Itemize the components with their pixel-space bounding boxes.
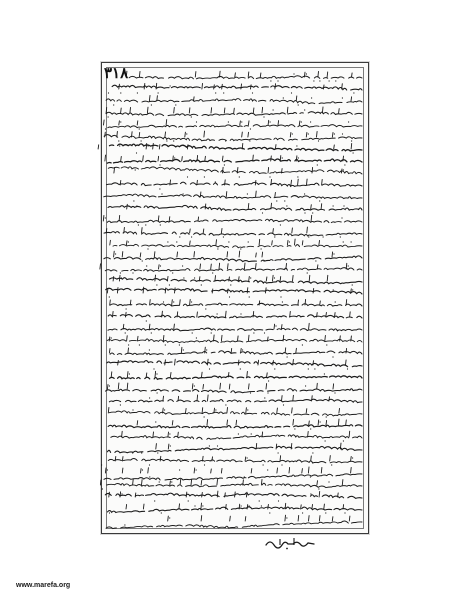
manuscript-line — [108, 167, 362, 178]
manuscript-line — [104, 227, 362, 237]
manuscript-line — [108, 503, 362, 514]
manuscript-line — [109, 347, 362, 357]
manuscript-line — [108, 311, 362, 321]
manuscript-line — [108, 407, 362, 417]
page-number: ۳۱۸ — [104, 64, 129, 82]
manuscript-line — [101, 491, 362, 502]
manuscript-line — [108, 419, 362, 430]
manuscript-line — [108, 431, 362, 441]
manuscript-line — [109, 395, 362, 406]
manuscript-line — [104, 467, 362, 480]
manuscript-line — [110, 299, 362, 309]
manuscript-line — [110, 371, 363, 381]
manuscript-line — [98, 143, 362, 153]
manuscript-line — [103, 215, 362, 225]
manuscript-line — [126, 71, 362, 81]
manuscript-line — [108, 203, 362, 213]
manuscript-line — [106, 287, 362, 297]
manuscript-line — [101, 191, 362, 201]
manuscript-line — [100, 263, 362, 274]
manuscript-line — [109, 275, 362, 286]
manuscript-line — [107, 335, 362, 346]
catchword — [260, 534, 320, 552]
manuscript-line — [108, 323, 362, 333]
manuscript-line — [100, 479, 362, 489]
manuscript-line — [106, 383, 362, 394]
manuscript-line — [107, 359, 362, 369]
manuscript-line — [103, 179, 362, 189]
manuscript-line — [103, 107, 362, 118]
manuscript-line — [108, 443, 362, 454]
manuscript-line — [109, 239, 362, 249]
manuscript-line — [105, 155, 362, 165]
manuscript-line — [104, 251, 362, 262]
manuscript-line — [104, 120, 363, 130]
manuscript-line — [106, 515, 362, 528]
manuscript-line — [101, 456, 362, 466]
website-url: www.marefa.org — [16, 582, 71, 589]
manuscript-line — [104, 131, 362, 141]
manuscript-line — [108, 83, 362, 93]
manuscript-line — [106, 95, 362, 105]
